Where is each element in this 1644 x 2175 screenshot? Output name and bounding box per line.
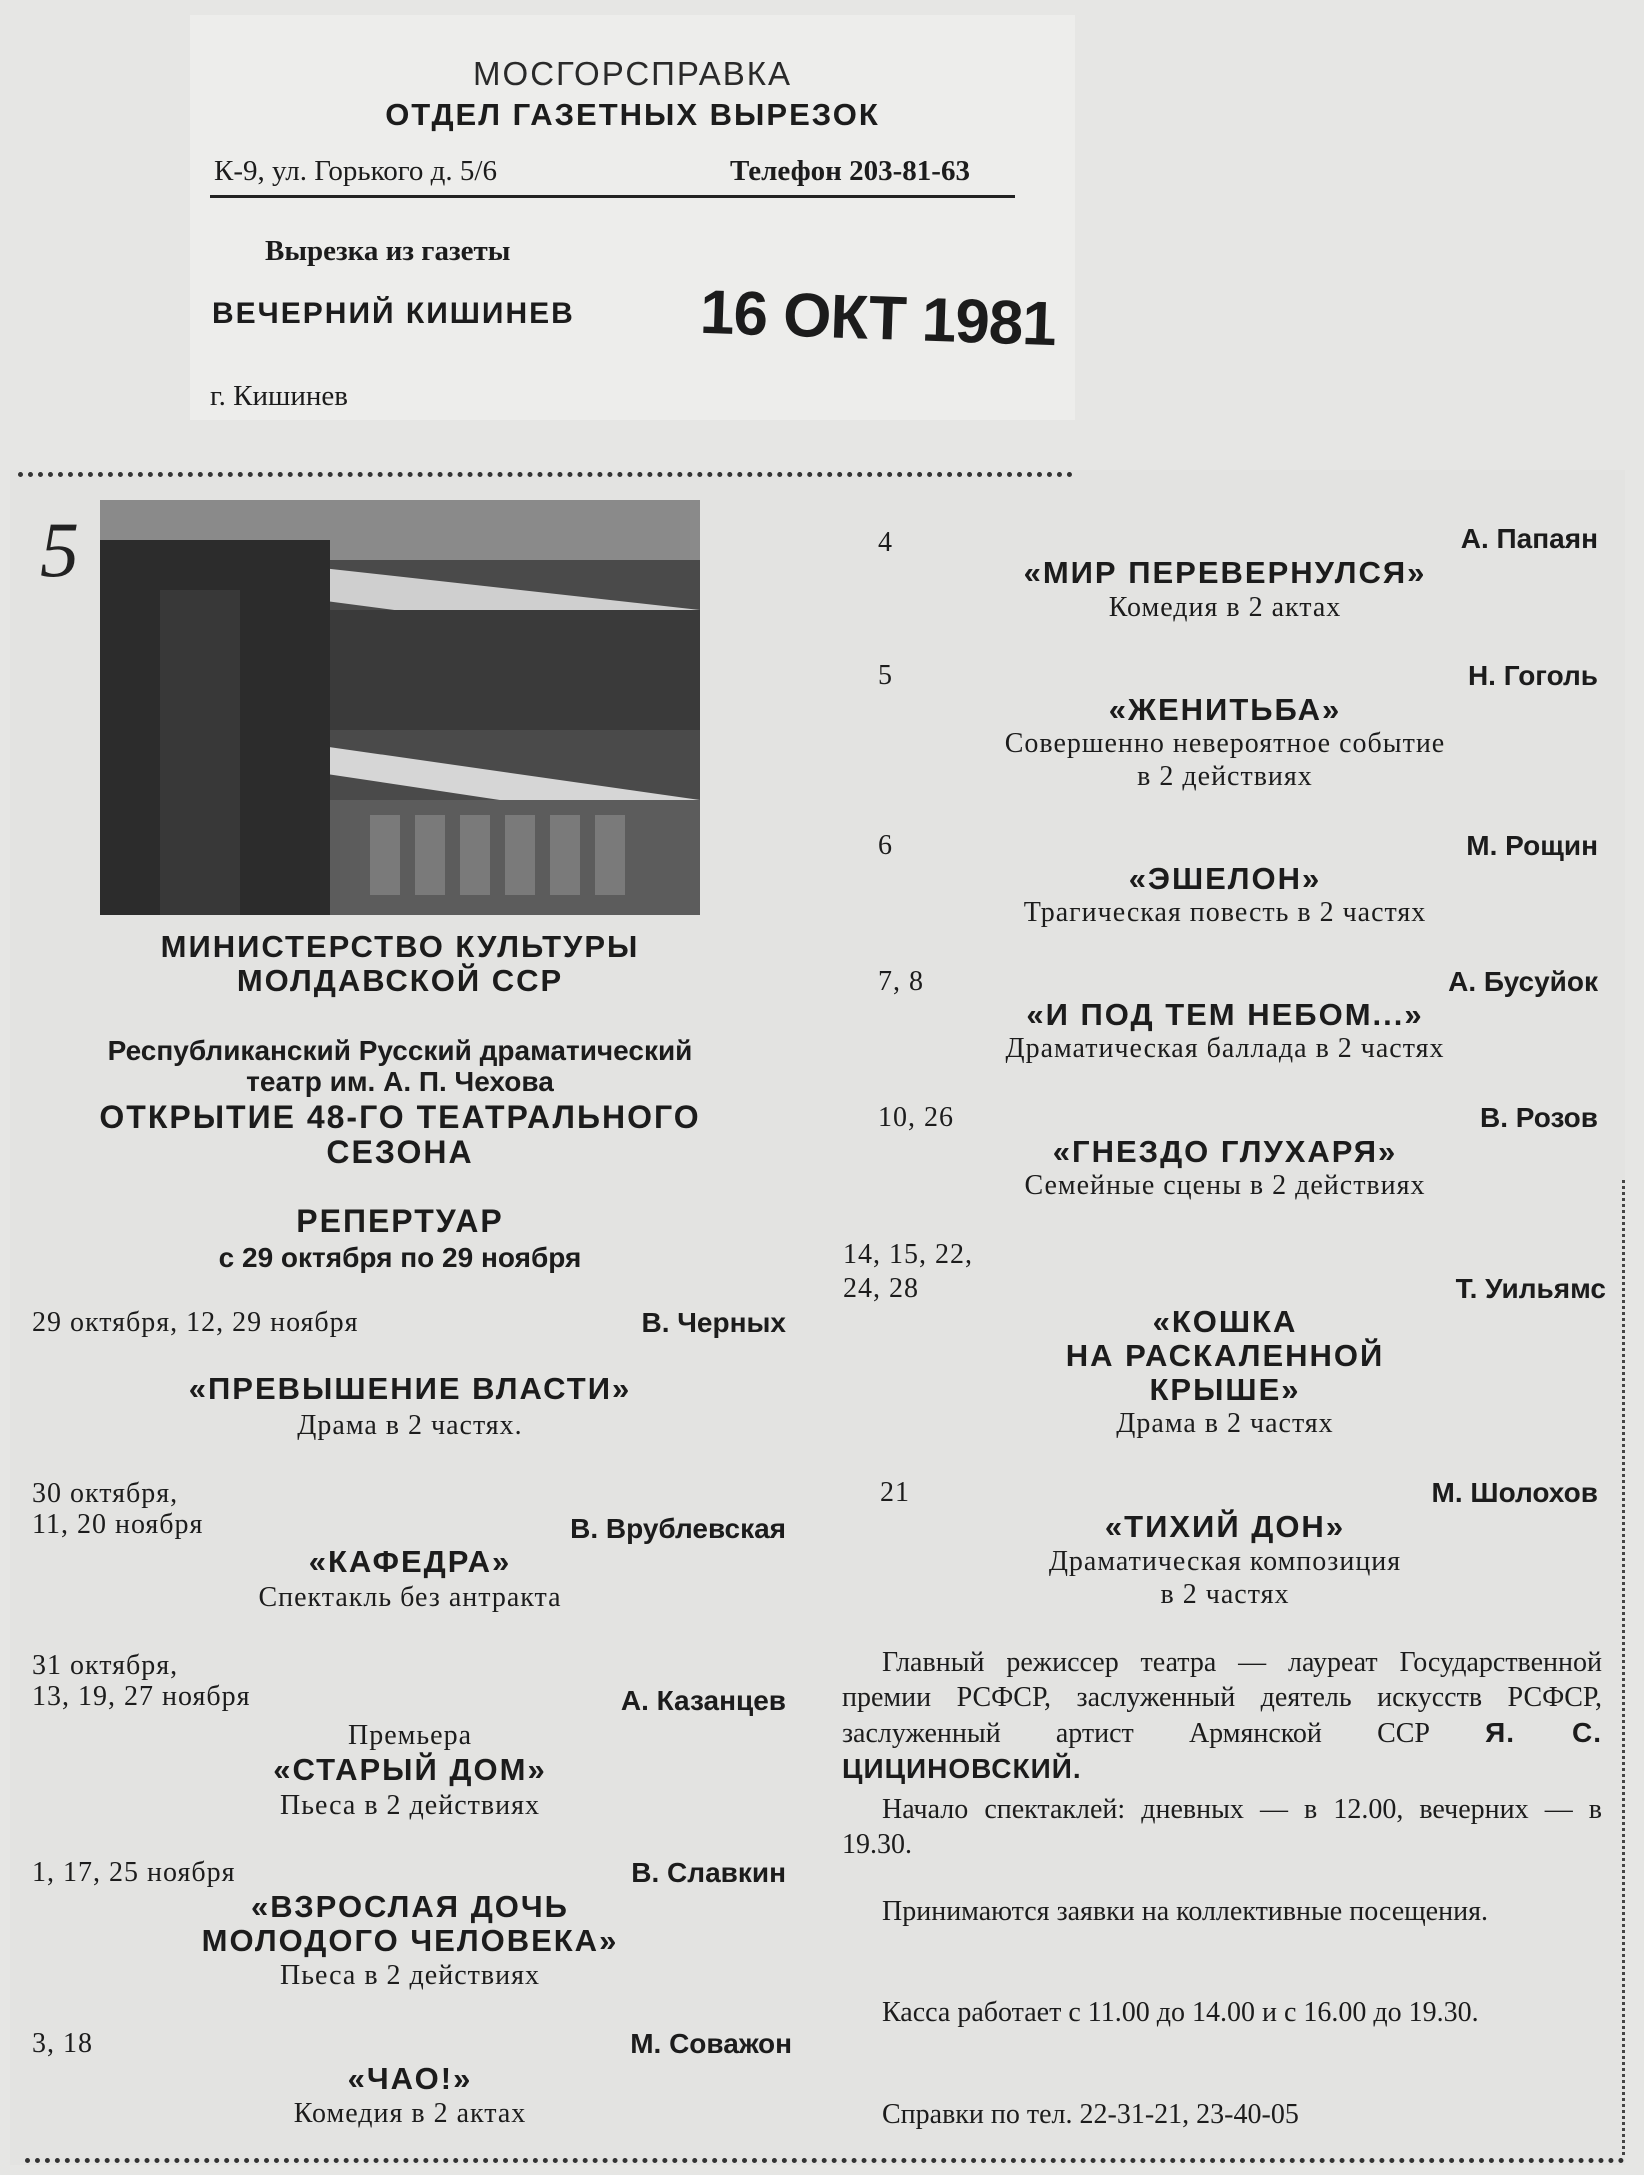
play-author: А. Бусуйок (1448, 966, 1598, 997)
play-author: В. Черных (641, 1307, 786, 1338)
group-orders: Принимаются заявки на коллективные посещения. (882, 1896, 1488, 1927)
play-title: «МИР ПЕРЕВЕРНУЛСЯ» (1023, 555, 1427, 590)
play-title: «ЖЕНИТЬБА» (1108, 692, 1342, 727)
play-genre: Семейные сцены в 2 действиях (1024, 1170, 1426, 1201)
play-author: А. Папаян (1460, 523, 1598, 554)
play-dates: 4 (878, 527, 893, 558)
play-author: В. Врублевская (570, 1513, 786, 1544)
play-genre-line: в 2 частях (1160, 1579, 1290, 1610)
play-genre: Драма в 2 частях. (297, 1410, 523, 1441)
play-dates: 6 (878, 830, 893, 861)
label-dept: ОТДЕЛ ГАЗЕТНЫХ ВЫРЕЗОК (385, 97, 880, 132)
cut-line-top (18, 472, 1073, 477)
box-office-hours: Касса работает с 11.00 до 14.00 и с 16.00 до 19.30. (882, 1997, 1479, 2028)
play-title: «И ПОД ТЕМ НЕБОМ...» (1026, 997, 1424, 1032)
play-premiere-note: Премьера (348, 1720, 472, 1751)
date-stamp: 16 ОКТ 1981 (698, 277, 1057, 360)
play-title-line: «ВЗРОСЛАЯ ДОЧЬ (251, 1889, 569, 1924)
play-genre: Пьеса в 2 действиях (280, 1790, 540, 1821)
ministry-line-1: МИНИСТЕРСТВО КУЛЬТУРЫ (160, 929, 640, 964)
play-author: М. Шолохов (1431, 1477, 1598, 1508)
opening-line-2: СЕЗОНА (326, 1134, 474, 1170)
play-author: А. Казанцев (620, 1685, 786, 1716)
play-author: М. Рощин (1466, 830, 1598, 861)
theatre-building-photo (100, 500, 700, 915)
play-dates-line: 30 октября, (32, 1478, 179, 1509)
play-title: «СТАРЫЙ ДОМ» (273, 1752, 547, 1787)
phone-inquiries: Справки по тел. 22-31-21, 23-40-05 (882, 2099, 1299, 2130)
label-divider (210, 195, 1015, 198)
season-opening (40, 1100, 760, 1170)
play-title (850, 1305, 1600, 1407)
play-title-line: МОЛОДОГО ЧЕЛОВЕКА» (201, 1923, 619, 1958)
theatre-line-2: театр им. А. П. Чехова (246, 1066, 554, 1097)
play-title-line: КРЫШЕ» (1149, 1372, 1301, 1407)
play-genre: Трагическая повесть в 2 частях (1023, 897, 1427, 928)
clipping-service-label (190, 15, 1075, 420)
play-genre: Комедия в 2 актах (1108, 592, 1342, 623)
play-author: Т. Уильямс (1455, 1273, 1606, 1304)
repertoire-heading: РЕПЕРТУАР (296, 1203, 504, 1239)
play-dates (32, 1478, 203, 1540)
play-genre (850, 727, 1600, 793)
label-address: К-9, ул. Горького д. 5/6 (214, 155, 497, 187)
label-org: МОСГОРСПРАВКА (473, 55, 792, 92)
play-genre-line: в 2 действиях (1137, 761, 1313, 792)
ministry-line-2: МОЛДАВСКОЙ ССР (236, 963, 564, 998)
play-title: «ЧАО!» (347, 2061, 473, 2096)
director-note-text: Главный режиссер театра — лауреат Государственной премии РСФСР, заслуженный деятель искусств РСФСР, заслуженный артист Армянской ССР (842, 1647, 1602, 1749)
label-city: г. Кишинев (210, 380, 348, 412)
label-clip-from: Вырезка из газеты (265, 235, 511, 267)
play-dates-line: 14, 15, 22, (843, 1239, 973, 1270)
play-author: В. Розов (1479, 1102, 1598, 1133)
theatre-name (40, 1035, 760, 1097)
director-name: Я. С. ЦИЦИНОВСКИЙ. (842, 1717, 1602, 1784)
play-title: «КАФЕДРА» (308, 1544, 512, 1579)
repertoire-period: с 29 октября по 29 ноября (218, 1242, 582, 1273)
play-genre: Комедия в 2 актах (293, 2098, 527, 2129)
play-dates: 3, 18 (32, 2028, 93, 2059)
play-dates: 1, 17, 25 ноября (32, 1857, 236, 1888)
play-genre: Драма в 2 частях (1116, 1408, 1334, 1439)
play-dates: 10, 26 (878, 1102, 954, 1133)
theatre-line-1: Республиканский Русский драматический (107, 1035, 693, 1066)
play-title-line: НА РАСКАЛЕННОЙ (1065, 1338, 1385, 1373)
play-title: «ЭШЕЛОН» (1128, 861, 1322, 896)
play-dates: 21 (880, 1477, 910, 1508)
cut-line-right (1622, 1180, 1625, 2155)
start-times: Начало спектаклей: дневных — в 12.00, вечерних — в 19.30. (842, 1794, 1602, 1860)
label-header (190, 55, 1075, 133)
play-title: «ГНЕЗДО ГЛУХАРЯ» (1052, 1134, 1398, 1169)
play-title (40, 1890, 780, 1958)
play-dates-line: 31 октября, (32, 1650, 179, 1681)
label-newspaper: ВЕЧЕРНИЙ КИШИНЕВ (212, 297, 575, 330)
play-title-line: «КОШКА (1152, 1304, 1298, 1339)
play-genre: Пьеса в 2 действиях (280, 1960, 540, 1991)
play-dates-line: 11, 20 ноября (32, 1509, 204, 1540)
play-genre: Драматическая баллада в 2 частях (1005, 1033, 1445, 1064)
play-genre-line: Драматическая композиция (1048, 1546, 1402, 1577)
play-dates: 7, 8 (878, 966, 924, 997)
play-dates-line: 13, 19, 27 ноября (32, 1681, 251, 1712)
play-genre: Спектакль без антракта (258, 1582, 562, 1613)
label-phone: Телефон 203-81-63 (730, 155, 970, 187)
opening-line-1: ОТКРЫТИЕ 48-ГО ТЕАТРАЛЬНОГО (99, 1099, 701, 1135)
ministry-heading (100, 930, 700, 998)
play-author: Н. Гоголь (1467, 660, 1598, 691)
play-dates: 29 октября, 12, 29 ноября (32, 1307, 359, 1338)
cut-line-bottom (25, 2158, 1625, 2163)
director-note (842, 1645, 1602, 1787)
play-dates-line: 24, 28 (843, 1273, 919, 1304)
play-author: В. Славкин (631, 1857, 786, 1888)
play-genre-line: Совершенно невероятное событие (1004, 728, 1446, 759)
play-title: «ПРЕВЫШЕНИЕ ВЛАСТИ» (188, 1371, 632, 1406)
play-author: М. Соважон (630, 2028, 792, 2059)
play-dates (843, 1238, 973, 1306)
play-dates: 5 (878, 660, 893, 691)
play-dates (32, 1650, 250, 1712)
play-genre (850, 1545, 1600, 1611)
handwritten-mark: 5 (40, 506, 79, 593)
play-title: «ТИХИЙ ДОН» (1104, 1509, 1346, 1544)
